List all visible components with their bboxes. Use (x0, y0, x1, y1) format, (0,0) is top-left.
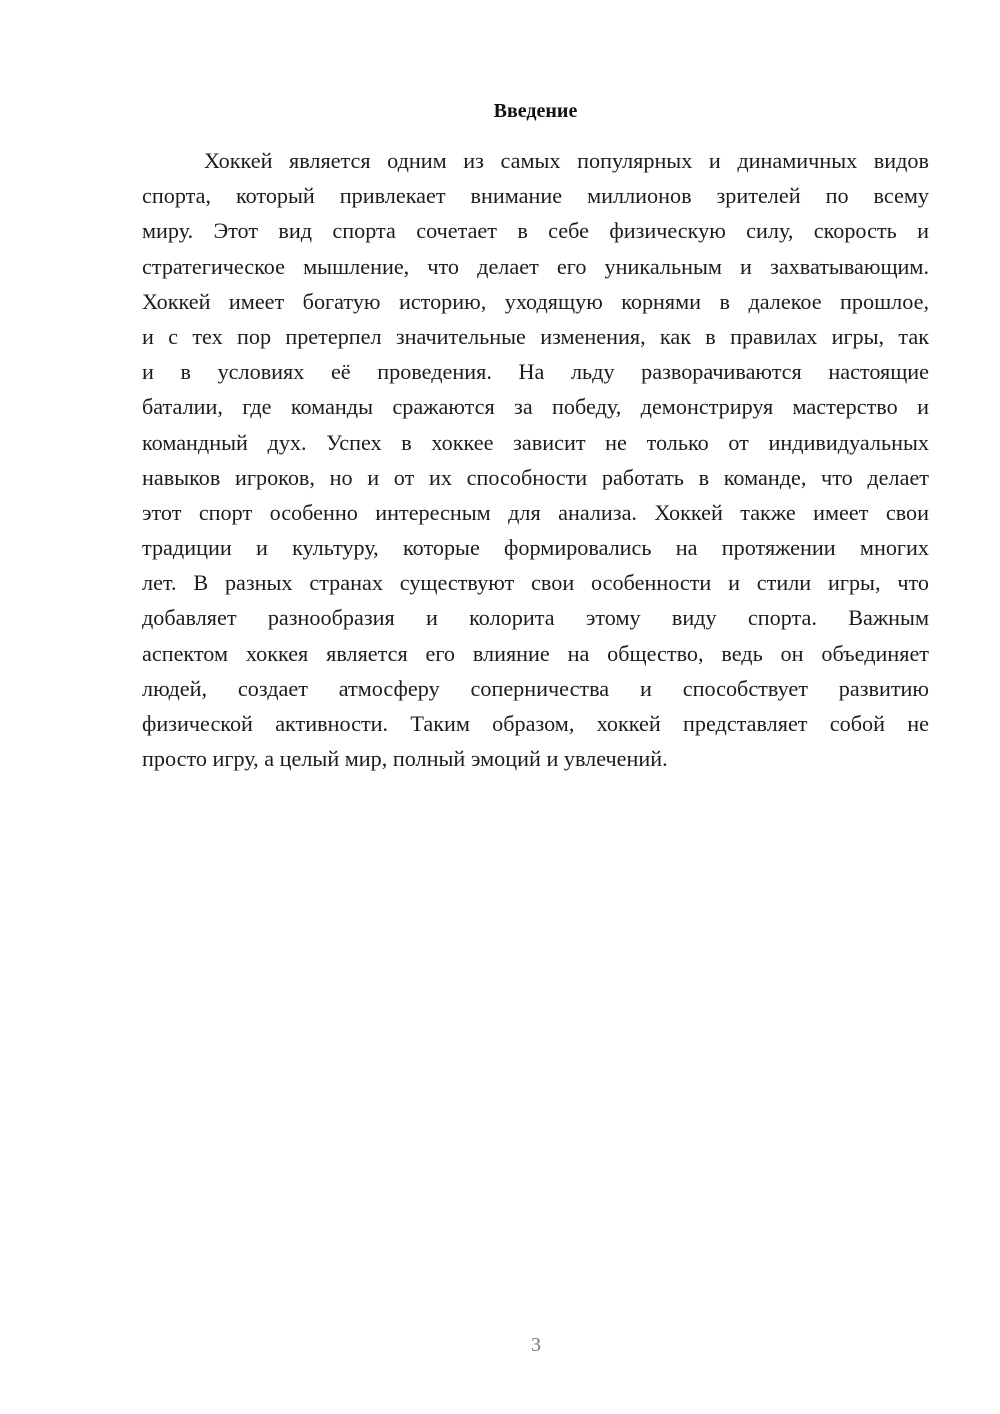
paragraph-line: стратегическое мышление, что делает его уникальным и захватывающим. (142, 253, 929, 279)
paragraph-line: Хоккей имеет богатую историю, уходящую корнями в далекое прошлое, (142, 288, 929, 314)
paragraph-line: людей, создает атмосферу соперничества и способствует развитию (142, 675, 929, 701)
paragraph-line: спорта, который привлекает внимание миллионов зрителей по всему (142, 183, 929, 209)
paragraph-line: баталии, где команды сражаются за победу, демонстрируя мастерство и (142, 394, 929, 420)
paragraph-line: просто игру, а целый мир, полный эмоций и увлечений. (142, 746, 668, 772)
paragraph-line: и в условиях её проведения. На льду разворачиваются настоящие (142, 359, 929, 385)
paragraph-line: этот спорт особенно интересным для анализа. Хоккей также имеет свои (142, 499, 929, 525)
intro-paragraph (142, 143, 929, 776)
paragraph-line: аспектом хоккея является его влияние на общество, ведь он объединяет (142, 640, 929, 666)
paragraph-line: и с тех пор претерпел значительные изменения, как в правилах игры, так (142, 323, 929, 349)
paragraph-line: командный дух. Успех в хоккее зависит не только от индивидуальных (142, 429, 929, 455)
paragraph-line: миру. Этот вид спорта сочетает в себе физическую силу, скорость и (142, 218, 929, 244)
paragraph-line: лет. В разных странах существуют свои особенности и стили игры, что (142, 570, 929, 596)
page-number: 3 (531, 1334, 541, 1356)
paragraph-line: Хоккей является одним из самых популярных и динамичных видов (204, 148, 929, 173)
section-heading: Введение (493, 100, 578, 122)
paragraph-line: традиции и культуру, которые формировались на протяжении многих (142, 535, 929, 561)
paragraph-line: добавляет разнообразия и колорита этому виду спорта. Важным (142, 605, 929, 631)
paragraph-line: навыков игроков, но и от их способности работать в команде, что делает (142, 464, 929, 490)
paragraph-line: физической активности. Таким образом, хоккей представляет собой не (142, 711, 929, 736)
